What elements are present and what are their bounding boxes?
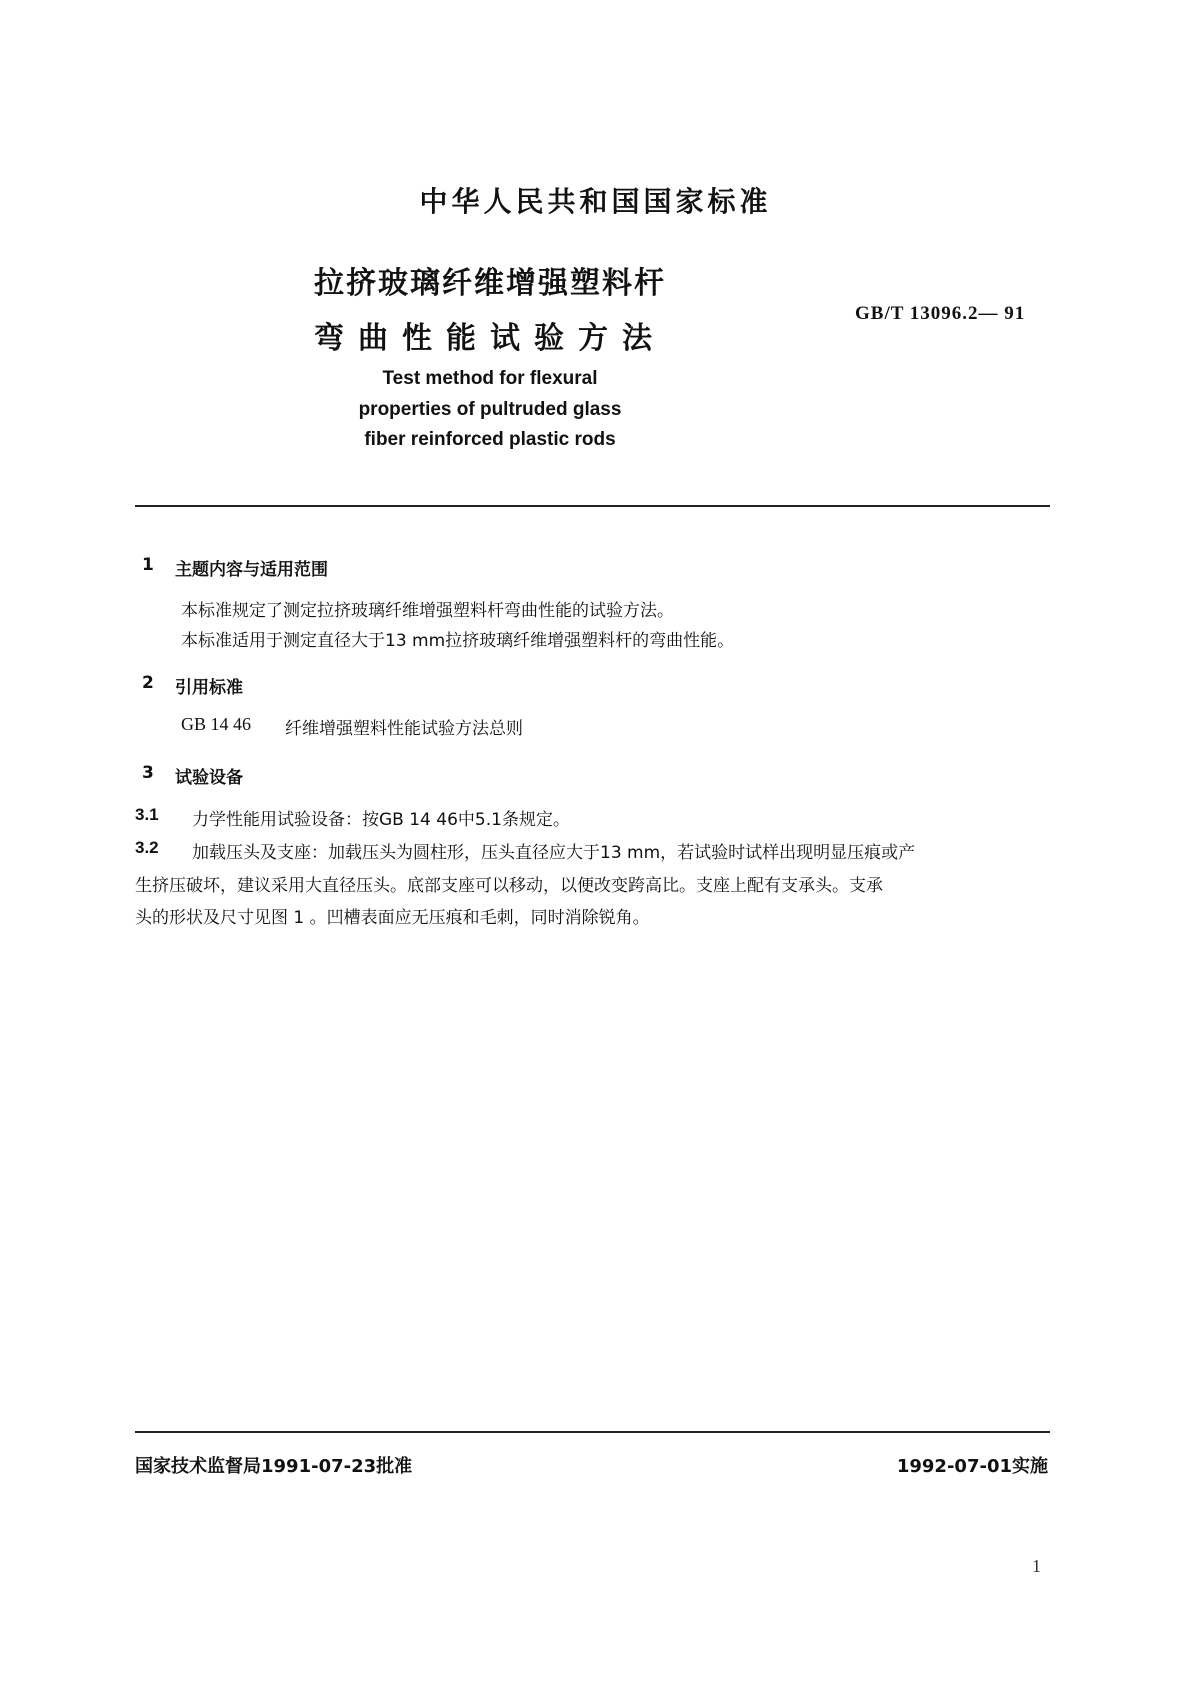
section-1-number: 1 — [142, 555, 154, 575]
effective-date: 1992-07-01实施 — [896, 1456, 1048, 1477]
clause-3-2-line-2: 生挤压破坏，建议采用大直径压头。底部支座可以移动，以便改变跨高比。支座上配有支承头。支承 — [135, 876, 883, 896]
section-1-title: 主题内容与适用范围 — [175, 560, 328, 580]
section-3-title: 试验设备 — [175, 768, 243, 788]
standard-code: GB/T 13096.2— 91 — [855, 303, 1026, 324]
section-3-number: 3 — [142, 763, 154, 783]
title-english-line-2: properties of pultruded glass — [358, 399, 622, 420]
title-chinese-line-2: 弯曲性能试验方法 — [314, 321, 666, 356]
header-divider — [135, 505, 1050, 507]
standard-category-heading: 中华人民共和国国家标准 — [419, 185, 772, 218]
reference-title: 纤维增强塑料性能试验方法总则 — [285, 719, 523, 739]
page-number: 1 — [1032, 1556, 1041, 1576]
footer-divider — [135, 1431, 1050, 1433]
title-english-line-1: Test method for flexural — [382, 368, 598, 389]
approval-date: 国家技术监督局1991-07-23批准 — [135, 1456, 413, 1477]
section-1-paragraph-1: 本标准规定了测定拉挤玻璃纤维增强塑料杆弯曲性能的试验方法。 — [181, 601, 674, 621]
section-1-paragraph-2: 本标准适用于测定直径大于13 mm拉挤玻璃纤维增强塑料杆的弯曲性能。 — [181, 631, 735, 651]
clause-3-2-line-1: 加载压头及支座：加载压头为圆柱形，压头直径应大于13 mm，若试验时试样出现明显压痕或产 — [192, 843, 916, 863]
clause-3-1-text: 力学性能用试验设备：按GB 14 46中5.1条规定。 — [192, 810, 570, 830]
clause-3-2-line-3: 头的形状及尺寸见图 1 。凹槽表面应无压痕和毛刺，同时消除锐角。 — [135, 908, 650, 928]
clause-3-2-number: 3.2 — [135, 838, 159, 857]
section-2-number: 2 — [142, 673, 154, 693]
reference-code: GB 14 46 — [181, 714, 252, 734]
section-2-title: 引用标准 — [175, 678, 243, 698]
title-english-line-3: fiber reinforced plastic rods — [364, 429, 616, 450]
clause-3-1-number: 3.1 — [135, 805, 159, 824]
title-chinese-line-1: 拉挤玻璃纤维增强塑料杆 — [314, 266, 666, 301]
